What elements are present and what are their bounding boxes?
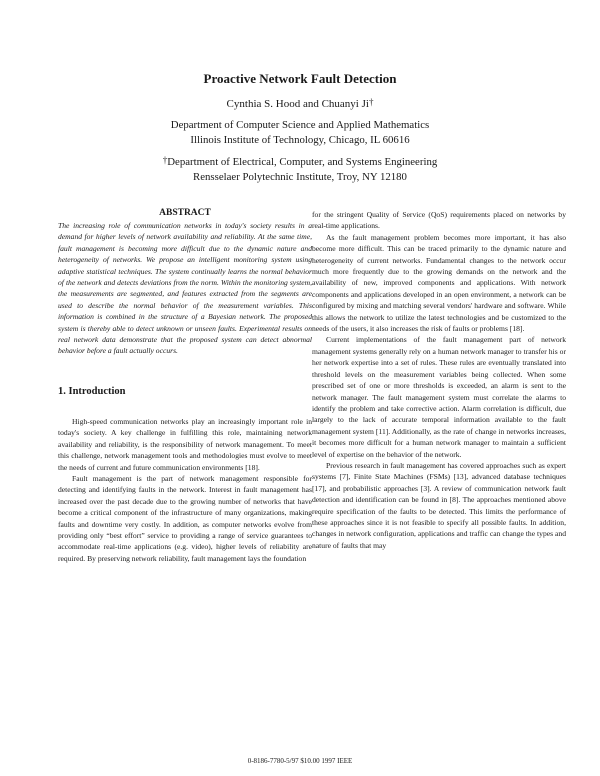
left-column: [58, 207, 312, 564]
dagger-mark-2: †: [162, 155, 168, 165]
affiliation-1: [0, 118, 600, 148]
intro-paragraph-1: High-speed communication networks play an increasingly important role in today's society. A key challenge in fulfilling this role, maintaining network availability and reliability, is the responsibility of network management. To meet this challenge, network management tools and methodologies must evolve to meet the needs of current and future communication environments [18].: [58, 416, 312, 472]
intro-paragraph-4: Current implementations of the fault management part of network management systems generally rely on a human network manager to transfer his or her network expertise into a set of rules. These rules are eventually translated into threshold levels on the measurement variables being collected. When some prescribed set of one or more thresholds is exceeded, an alarm is sent to the network manager. The fault management system must correlate the alarms to identify the problem and take corrective action. Alarm correlation is difficult, due largely to the lack of accurate temporal information available to the fault management system [11]. Additionally, as the rate of change in networks increases, it becomes more difficult for a human network manager to maintain a sufficient level of expertise on the behavior of the network.: [312, 335, 566, 459]
intro-paragraph-2: Fault management is the part of network management responsible for detecting and identifying faults in the network. Interest in fault management has increased over the past decade due to the growing number of networks that have become a critical component of the infrastructure of many organizations, making faults and downtime very costly. In addition, as computer networks evolve from providing only “best effort” service to providing a range of service guarantees to accommodate real-time applications (e.g. video), higher levels of reliability are required. By preserving network reliability, fault management lays the foundation: [58, 473, 312, 563]
affiliation-2: [0, 153, 600, 185]
affiliation-1-dept: Department of Computer Science and Applied Mathematics: [170, 119, 430, 131]
paper-title: Proactive Network Fault Detection: [203, 71, 397, 86]
intro-paragraph-2-continued: for the stringent Quality of Service (QoS) requirements placed on networks by real-time applications.: [312, 210, 566, 231]
affiliation-1-address: Illinois Institute of Technology, Chicago, IL 60616: [190, 134, 410, 146]
intro-paragraph-5: Previous research in fault management has covered approaches such as expert systems [7], Finite State Machines (FSMs) [13], advanced database techniques [17], and probabilistic approaches [3]. A review of communication network fault detection and identification can be found in [8]. The approaches mentioned above require specification of the faults to be detected. This limits the performance of these approaches since it is not feasible to specify all possible faults. In addition, changes in network configuration, applications and traffic can change the types and nature of faults that may: [312, 460, 566, 550]
abstract-text: The increasing role of communication networks in today's society results in a demand for higher levels of network availability and reliability. At the same time, fault management is becoming more difficult due to the dynamic nature and heterogeneity of networks. We propose an intelligent monitoring system using adaptive statistical techniques. The system continually learns the normal behavior of the network and detects deviations from the norm. Within the monitoring system, the measurements are segmented, and features extracted from the segments are used to describe the normal behavior of the measurement variables. This information is combined in the structure of a Bayesian network. The proposed system is thereby able to detect unknown or unseen faults. Experimental results on real network data demonstrate that the proposed system can detect abnormal behavior before a fault actually occurs.: [58, 221, 312, 356]
affiliation-2-dept: Department of Electrical, Computer, and Systems Engineering: [167, 156, 438, 168]
right-column: [312, 209, 566, 551]
affiliation-2-dept-line: [0, 153, 600, 170]
intro-paragraph-3: As the fault management problem becomes more important, it has also become more difficult. This can be traced primarily to the dynamic nature and heterogeneity of current networks. Fundamental changes to the network occur much more frequently due to the growing demands on the network and the availability of new, improved components and applications. With network components and applications developed in an open environment, a network can be configured by mixing and matching several vendors' hardware and software. While this allows the network to utilize the latest technologies and be customized to the needs of the users, it also increases the risk of faults or problems [18].: [312, 232, 566, 334]
abstract-heading: ABSTRACT: [159, 208, 211, 218]
author-names: Cynthia S. Hood and Chuanyi Ji: [226, 98, 369, 110]
introduction-heading: 1. Introduction: [58, 385, 126, 397]
author-line: [0, 95, 600, 111]
affiliation-2-address: Rensselaer Polytechnic Institute, Troy, NY 12180: [193, 171, 407, 183]
dagger-mark: †: [368, 97, 374, 107]
copyright-footer: 0-8186-7780-5/97 $10.00 1997 IEEE: [247, 757, 353, 765]
